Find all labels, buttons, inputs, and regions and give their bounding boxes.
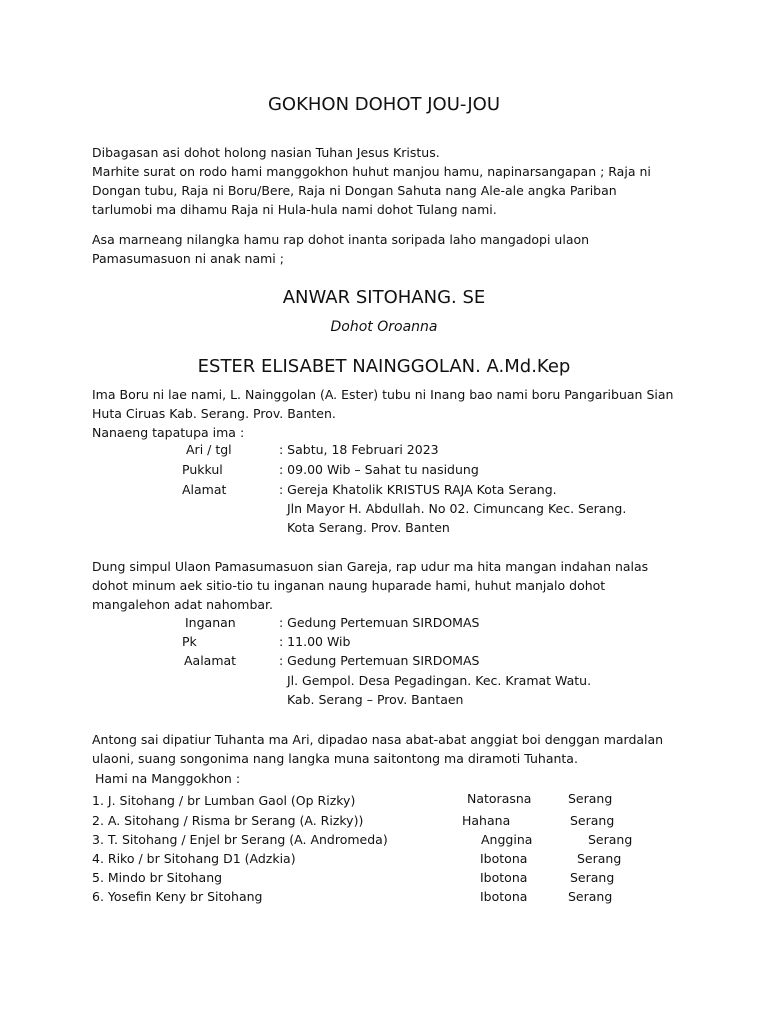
reception-line: Dung simpul Ulaon Pamasumasuon sian Gareja, rap udur ma hita mangan indahan nalas [92,559,649,574]
reception-line: mangalehon adat nahombar. [92,597,273,612]
groom-name: ANWAR SITOHANG. SE [282,287,486,308]
reception-time-label: Pk [182,634,197,649]
reception-address-label: Aalamat [184,653,237,668]
document-title: GOKHON DOHOT JOU-JOU [267,94,501,115]
reception-line: dohot minum aek sitio-tio tu inganan naung huparade hami, huhut manjalo dohot [92,578,606,593]
host-place: Serang [577,851,622,866]
bride-desc-line: Nanaeng tapatupa ima : [92,425,245,440]
invite-line: Asa marneang nilangka hamu rap dohot inanta soripada laho mangadopi ulaon [92,232,590,247]
host-name: 3. T. Sitohang / Enjel br Serang (A. Andromeda) [92,832,388,847]
bride-desc-line: Ima Boru ni lae nami, L. Nainggolan (A. Ester) tubu ni Inang bao nami boru Pangaribuan Sian [92,387,674,402]
reception-time-value: : 11.00 Wib [279,634,351,649]
ceremony-time-label: Pukkul [182,462,223,477]
host-name: 6. Yosefin Keny br Sitohang [92,889,263,904]
ceremony-address-value: : Gereja Khatolik KRISTUS RAJA Kota Serang. [279,482,557,497]
host-relation: Natorasna [467,791,532,806]
host-relation: Hahana [462,813,511,828]
ceremony-date-label: Ari / tgl [186,442,232,457]
intro-line: Dongan tubu, Raja ni Boru/Bere, Raja ni Dongan Sahuta nang Ale-ale angka Pariban [92,183,617,198]
bride-desc-line: Huta Ciruas Kab. Serang. Prov. Banten. [92,406,336,421]
reception-address-line: Kab. Serang – Prov. Bantaen [279,692,464,707]
intro-line: Dibagasan asi dohot holong nasian Tuhan Jesus Kristus. [92,145,440,160]
ceremony-address-line: Jln Mayor H. Abdullah. No 02. Cimuncang Kec. Serang. [279,501,627,516]
host-name: 4. Riko / br Sitohang D1 (Adzkia) [92,851,296,866]
host-name: 5. Mindo br Sitohang [92,870,223,885]
ceremony-address-line: Kota Serang. Prov. Banten [279,520,450,535]
host-name: 1. J. Sitohang / br Lumban Gaol (Op Rizky) [92,793,356,808]
ceremony-address-label: Alamat [182,482,227,497]
hosts-heading: Hami na Manggokhon : [95,771,241,786]
host-place: Serang [568,791,613,806]
intro-line: tarlumobi ma dihamu Raja ni Hula-hula nami dohot Tulang nami. [92,202,497,217]
host-place: Serang [568,889,613,904]
host-name: 2. A. Sitohang / Risma br Serang (A. Rizky)) [92,813,364,828]
bride-name: ESTER ELISABET NAINGGOLAN. A.Md.Kep [197,356,571,377]
reception-venue-label: Inganan [185,615,236,630]
host-place: Serang [570,870,615,885]
host-place: Serang [570,813,615,828]
closing-line: ulaoni, suang songonima nang langka muna saitontong ma diramoti Tuhanta. [92,751,578,766]
host-relation: Anggina [481,832,533,847]
closing-line: Antong sai dipatiur Tuhanta ma Ari, dipadao nasa abat-abat anggiat boi denggan mardalan [92,732,664,747]
ceremony-date-value: : Sabtu, 18 Februari 2023 [279,442,439,457]
host-place: Serang [588,832,633,847]
host-relation: Ibotona [480,889,528,904]
intro-line: Marhite surat on rodo hami manggokhon huhut manjou hamu, napinarsangapan ; Raja ni [92,164,651,179]
invite-line: Pamasumasuon ni anak nami ; [92,251,284,266]
ceremony-time-value: : 09.00 Wib – Sahat tu nasidung [279,462,479,477]
reception-address-value: : Gedung Pertemuan SIRDOMAS [279,653,480,668]
host-relation: Ibotona [480,870,528,885]
reception-venue-value: : Gedung Pertemuan SIRDOMAS [279,615,480,630]
reception-address-line: Jl. Gempol. Desa Pegadingan. Kec. Kramat Watu. [279,673,592,688]
host-relation: Ibotona [480,851,528,866]
connector-text: Dohot Oroanna [330,319,438,335]
